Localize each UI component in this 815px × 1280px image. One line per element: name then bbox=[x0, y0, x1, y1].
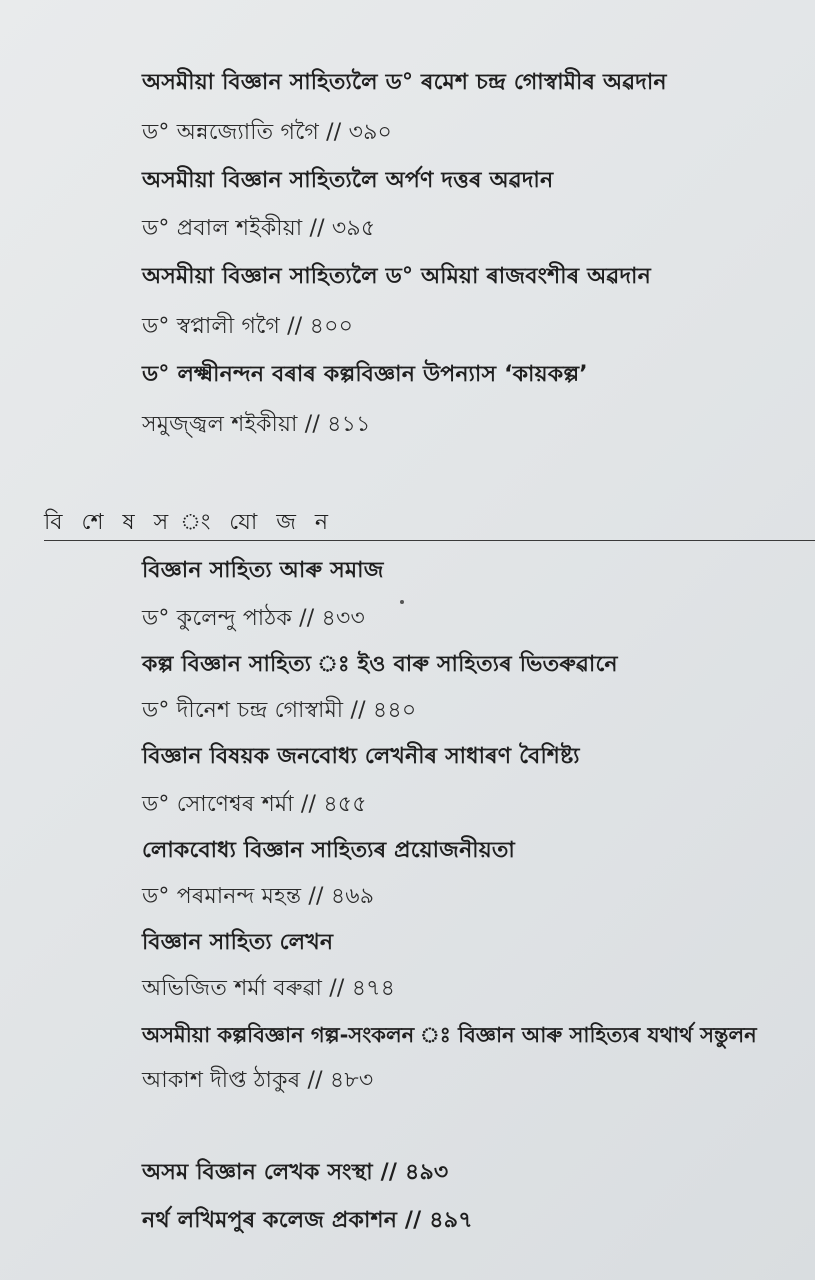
toc-entry-title: বিজ্ঞান সাহিত্য লেখন bbox=[142, 930, 334, 955]
toc-entry-author: সমুজ্জ্বল শইকীয়া // ৪১১ bbox=[142, 412, 371, 437]
toc-entry-author: ড° অন্নজ্যোতি গগৈ // ৩৯০ bbox=[142, 120, 393, 145]
toc-entry-title: বিজ্ঞান বিষয়ক জনবোধ্য লেখনীৰ সাধাৰণ বৈশিষ্ট্য bbox=[142, 744, 580, 769]
toc-entry-author: ড° স্বপ্নালী গগৈ // ৪০০ bbox=[142, 314, 354, 339]
toc-entry-title: অসমীয়া বিজ্ঞান সাহিত্যলৈ ড° ৰমেশ চন্দ্ৰ গোস্বামীৰ অৱদান bbox=[142, 70, 667, 95]
toc-entry-author: ড° সোণেশ্বৰ শৰ্মা // ৪৫৫ bbox=[142, 792, 367, 817]
toc-entry-title: অসমীয়া কল্পবিজ্ঞান গল্প-সংকলন ঃ বিজ্ঞান আৰু সাহিত্যৰ যথাৰ্থ সন্তুলন bbox=[142, 1023, 757, 1047]
section-heading: বি শে ষ স ং যো জ ন bbox=[44, 510, 335, 535]
toc-entry-title: ড° লক্ষ্মীনন্দন বৰাৰ কল্পবিজ্ঞান উপন্যাস ‘কায়কল্প’ bbox=[142, 362, 588, 387]
section-divider bbox=[44, 540, 815, 541]
toc-entry-title: লোকবোধ্য বিজ্ঞান সাহিত্যৰ প্ৰয়োজনীয়তা bbox=[142, 838, 515, 863]
toc-entry-author: অভিজিত শৰ্মা বৰুৱা // ৪৭৪ bbox=[142, 976, 396, 1001]
toc-entry-title: বিজ্ঞান সাহিত্য আৰু সমাজ bbox=[142, 558, 384, 583]
toc-entry-title: অসমীয়া বিজ্ঞান সাহিত্যলৈ অৰ্পণ দত্তৰ অৱদান bbox=[142, 168, 554, 193]
toc-entry-title: অসমীয়া বিজ্ঞান সাহিত্যলৈ ড° অমিয়া ৰাজবংশীৰ অৱদান bbox=[142, 264, 651, 289]
paper-speck bbox=[400, 600, 404, 604]
toc-entry-author: ড° দীনেশ চন্দ্ৰ গোস্বামী // ৪৪০ bbox=[142, 698, 417, 723]
toc-entry-author: ড° প্ৰবাল শইকীয়া // ৩৯৫ bbox=[142, 216, 376, 241]
toc-entry-title: কল্প বিজ্ঞান সাহিত্য ঃ ইও বাৰু সাহিত্যৰ ভিতৰুৱানে bbox=[142, 652, 618, 677]
toc-closing-entry: নৰ্থ লখিমপুৰ কলেজ প্ৰকাশন // ৪৯৭ bbox=[142, 1208, 473, 1233]
toc-entry-author: আকাশ দীপ্ত ঠাকুৰ // ৪৮৩ bbox=[142, 1068, 374, 1093]
toc-closing-entry: অসম বিজ্ঞান লেখক সংস্থা // ৪৯৩ bbox=[142, 1160, 449, 1185]
toc-entry-author: ড° পৰমানন্দ মহন্ত // ৪৬৯ bbox=[142, 884, 375, 909]
toc-entry-author: ড° কুলেন্দু পাঠক // ৪৩৩ bbox=[142, 606, 366, 631]
